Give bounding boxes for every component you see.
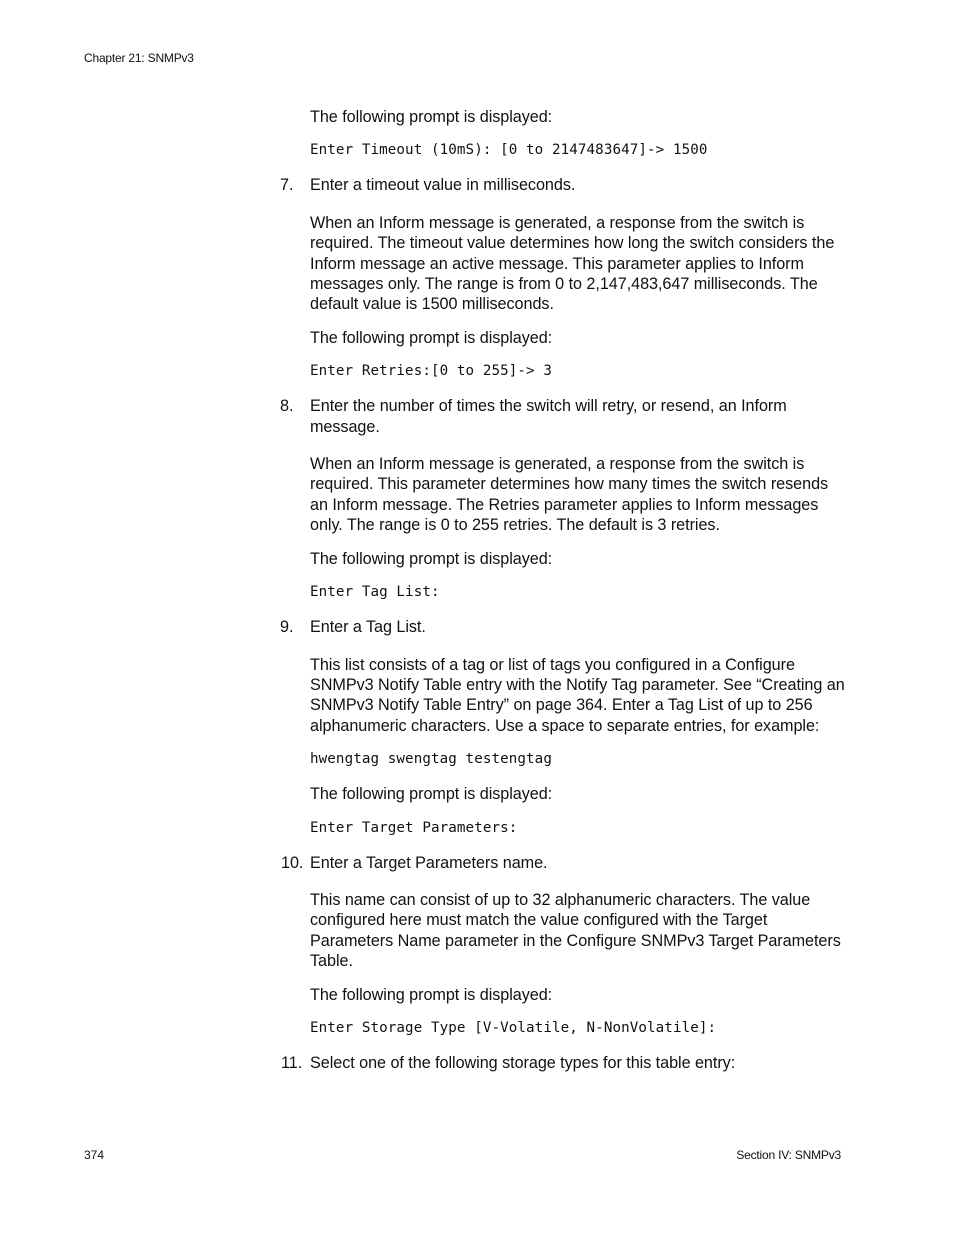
step-10 [281, 853, 846, 873]
prompt-intro-paragraph: The following prompt is displayed: [310, 328, 553, 347]
step-7 [280, 175, 846, 195]
timeout-prompt-code: Enter Timeout (10mS): [0 to 2147483647]-> 1500 [310, 142, 708, 159]
prompt-intro-paragraph: The following prompt is displayed: [310, 549, 553, 568]
storage-type-prompt-code: Enter Storage Type [V-Volatile, N-NonVolatile]: [310, 1019, 717, 1036]
step-number: 8. [280, 397, 294, 416]
tag-list-example-code: hwengtag swengtag testengtag [310, 751, 552, 768]
timeout-description-paragraph: When an Inform message is generated, a response from the switch is required. The timeout value determines how long the switch considers the Inform message an active message. This parameter applies to Inform messages only. The range is from 0 to 2,147,483,647 milliseconds. The default value is 1500 milliseconds. [310, 213, 835, 314]
page-number: 374 [84, 1148, 105, 1162]
step-text: Enter a Target Parameters name. [310, 853, 548, 872]
target-parameters-prompt-code: Enter Target Parameters: [310, 819, 518, 836]
document-body [280, 107, 846, 1090]
step-9 [280, 617, 846, 637]
tag-list-prompt-code: Enter Tag List: [310, 584, 440, 601]
retries-description-paragraph: When an Inform message is generated, a response from the switch is required. This parameter determines how many times the switch resends an Inform message. The Retries parameter applies to Inform messages only. The range is 0 to 255 retries. The default is 3 retries. [310, 455, 829, 535]
tag-list-description-paragraph: This list consists of a tag or list of tags you configured in a Configure SNMPv3 Notify Table entry with the Notify Tag parameter. See “Creating an SNMPv3 Notify Table Entry” on page 364. Enter a Tag List of up to 256 alphanumeric characters. Use a space to separate entries, for example: [310, 655, 845, 735]
prompt-intro-paragraph: The following prompt is displayed: [310, 108, 553, 126]
chapter-header: Chapter 21: SNMPv3 [84, 51, 194, 65]
target-parameters-description-paragraph: This name can consist of up to 32 alphanumeric characters. The value configured here must match the value configured with the Target Parameters Name parameter in the Configure SNMPv3 Target Parameters Table. [310, 890, 841, 971]
prompt-intro-paragraph: The following prompt is displayed: [310, 785, 553, 804]
step-number: 11. [281, 1053, 303, 1072]
step-text: Select one of the following storage types for this table entry: [310, 1053, 736, 1072]
step-number: 9. [280, 618, 294, 637]
step-number: 10. [281, 853, 304, 872]
step-text: Enter a timeout value in milliseconds. [310, 176, 576, 195]
prompt-intro-paragraph: The following prompt is displayed: [310, 985, 553, 1004]
section-footer: Section IV: SNMPv3 [736, 1148, 841, 1162]
step-11 [281, 1053, 846, 1073]
retries-prompt-code: Enter Retries:[0 to 255]-> 3 [310, 363, 552, 380]
step-text: Enter the number of times the switch will retry, or resend, an Inform message. [310, 397, 787, 436]
step-text: Enter a Tag List. [310, 618, 426, 637]
step-number: 7. [280, 176, 294, 195]
step-8 [280, 396, 846, 437]
